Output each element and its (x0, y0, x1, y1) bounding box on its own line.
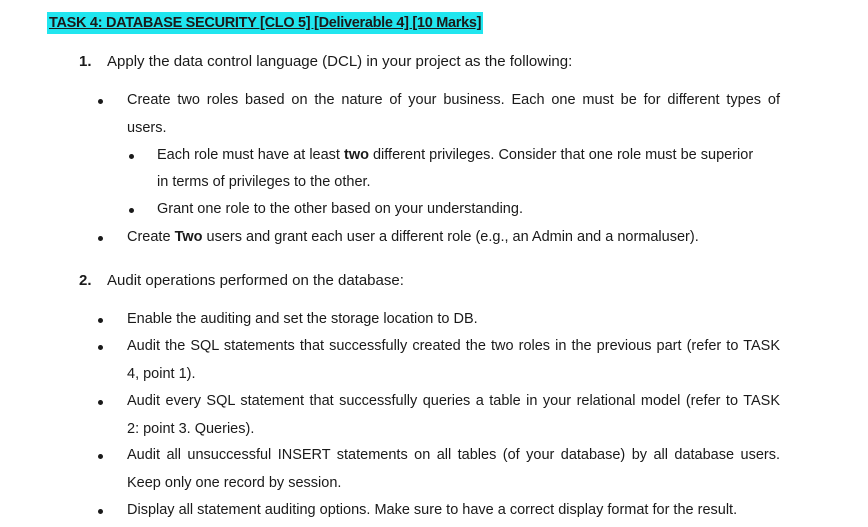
s1-bullet1-line1: Create two roles based on the nature of your business. Each one must be for different types of (127, 92, 780, 108)
s2-bullet4-line1: Audit all unsuccessful INSERT statements on all tables (of your database) by all database users. (127, 447, 780, 463)
s1-sub1-text-a: Each role must have at least (157, 147, 344, 163)
s1-bullet2-bold: Two (174, 229, 203, 245)
s1-sub1-text-b: different privileges. Consider that one role must be superior (368, 147, 754, 163)
s2-bullet5: Display all statement auditing options. Make sure to have a correct display format for the result. (127, 502, 738, 518)
s1-bullet2 (127, 229, 699, 245)
s2-bullet1: Enable the auditing and set the storage location to DB. (127, 311, 478, 327)
bullet-icon (98, 454, 103, 459)
section-2-number: 2. (79, 272, 92, 289)
sub-bullet-icon (129, 208, 134, 213)
bullet-icon (98, 236, 103, 241)
s2-bullet2-line1: Audit the SQL statements that successfully created the two roles in the previous part (refer to TASK (127, 338, 780, 354)
bullet-icon (98, 99, 103, 104)
bullet-icon (98, 509, 103, 514)
s1-bullet1-line2: users. (127, 120, 167, 136)
section-1-text: Apply the data control language (DCL) in your project as the following: (107, 53, 573, 70)
s2-bullet3-line1: Audit every SQL statement that successfully queries a table in your relational model (refer to TASK (127, 393, 780, 409)
bullet-icon (98, 400, 103, 405)
bullet-icon (98, 345, 103, 350)
s1-bullet2-text-b: users and grant each user a different role (e.g., an Admin and a normaluser). (202, 229, 699, 245)
task-heading: TASK 4: DATABASE SECURITY [CLO 5] [Deliverable 4] [10 Marks] (47, 12, 483, 34)
s2-bullet3-line2: 2: point 3. Queries). (127, 421, 255, 437)
sub-bullet-icon (129, 154, 134, 159)
section-2-text: Audit operations performed on the database: (107, 272, 404, 289)
s1-sub1-line1 (157, 147, 753, 163)
s1-bullet2-text-a: Create (127, 229, 175, 245)
s1-sub2: Grant one role to the other based on your understanding. (157, 201, 523, 217)
section-2-title (79, 272, 404, 289)
s2-bullet4-line2: Keep only one record by session. (127, 475, 342, 491)
section-1-number: 1. (79, 53, 92, 70)
section-1-title (79, 53, 572, 70)
s1-sub1-line2: in terms of privileges to the other. (157, 174, 371, 190)
bullet-icon (98, 318, 103, 323)
s1-sub1-bold: two (344, 147, 369, 163)
s2-bullet2-line2: 4, point 1). (127, 366, 196, 382)
